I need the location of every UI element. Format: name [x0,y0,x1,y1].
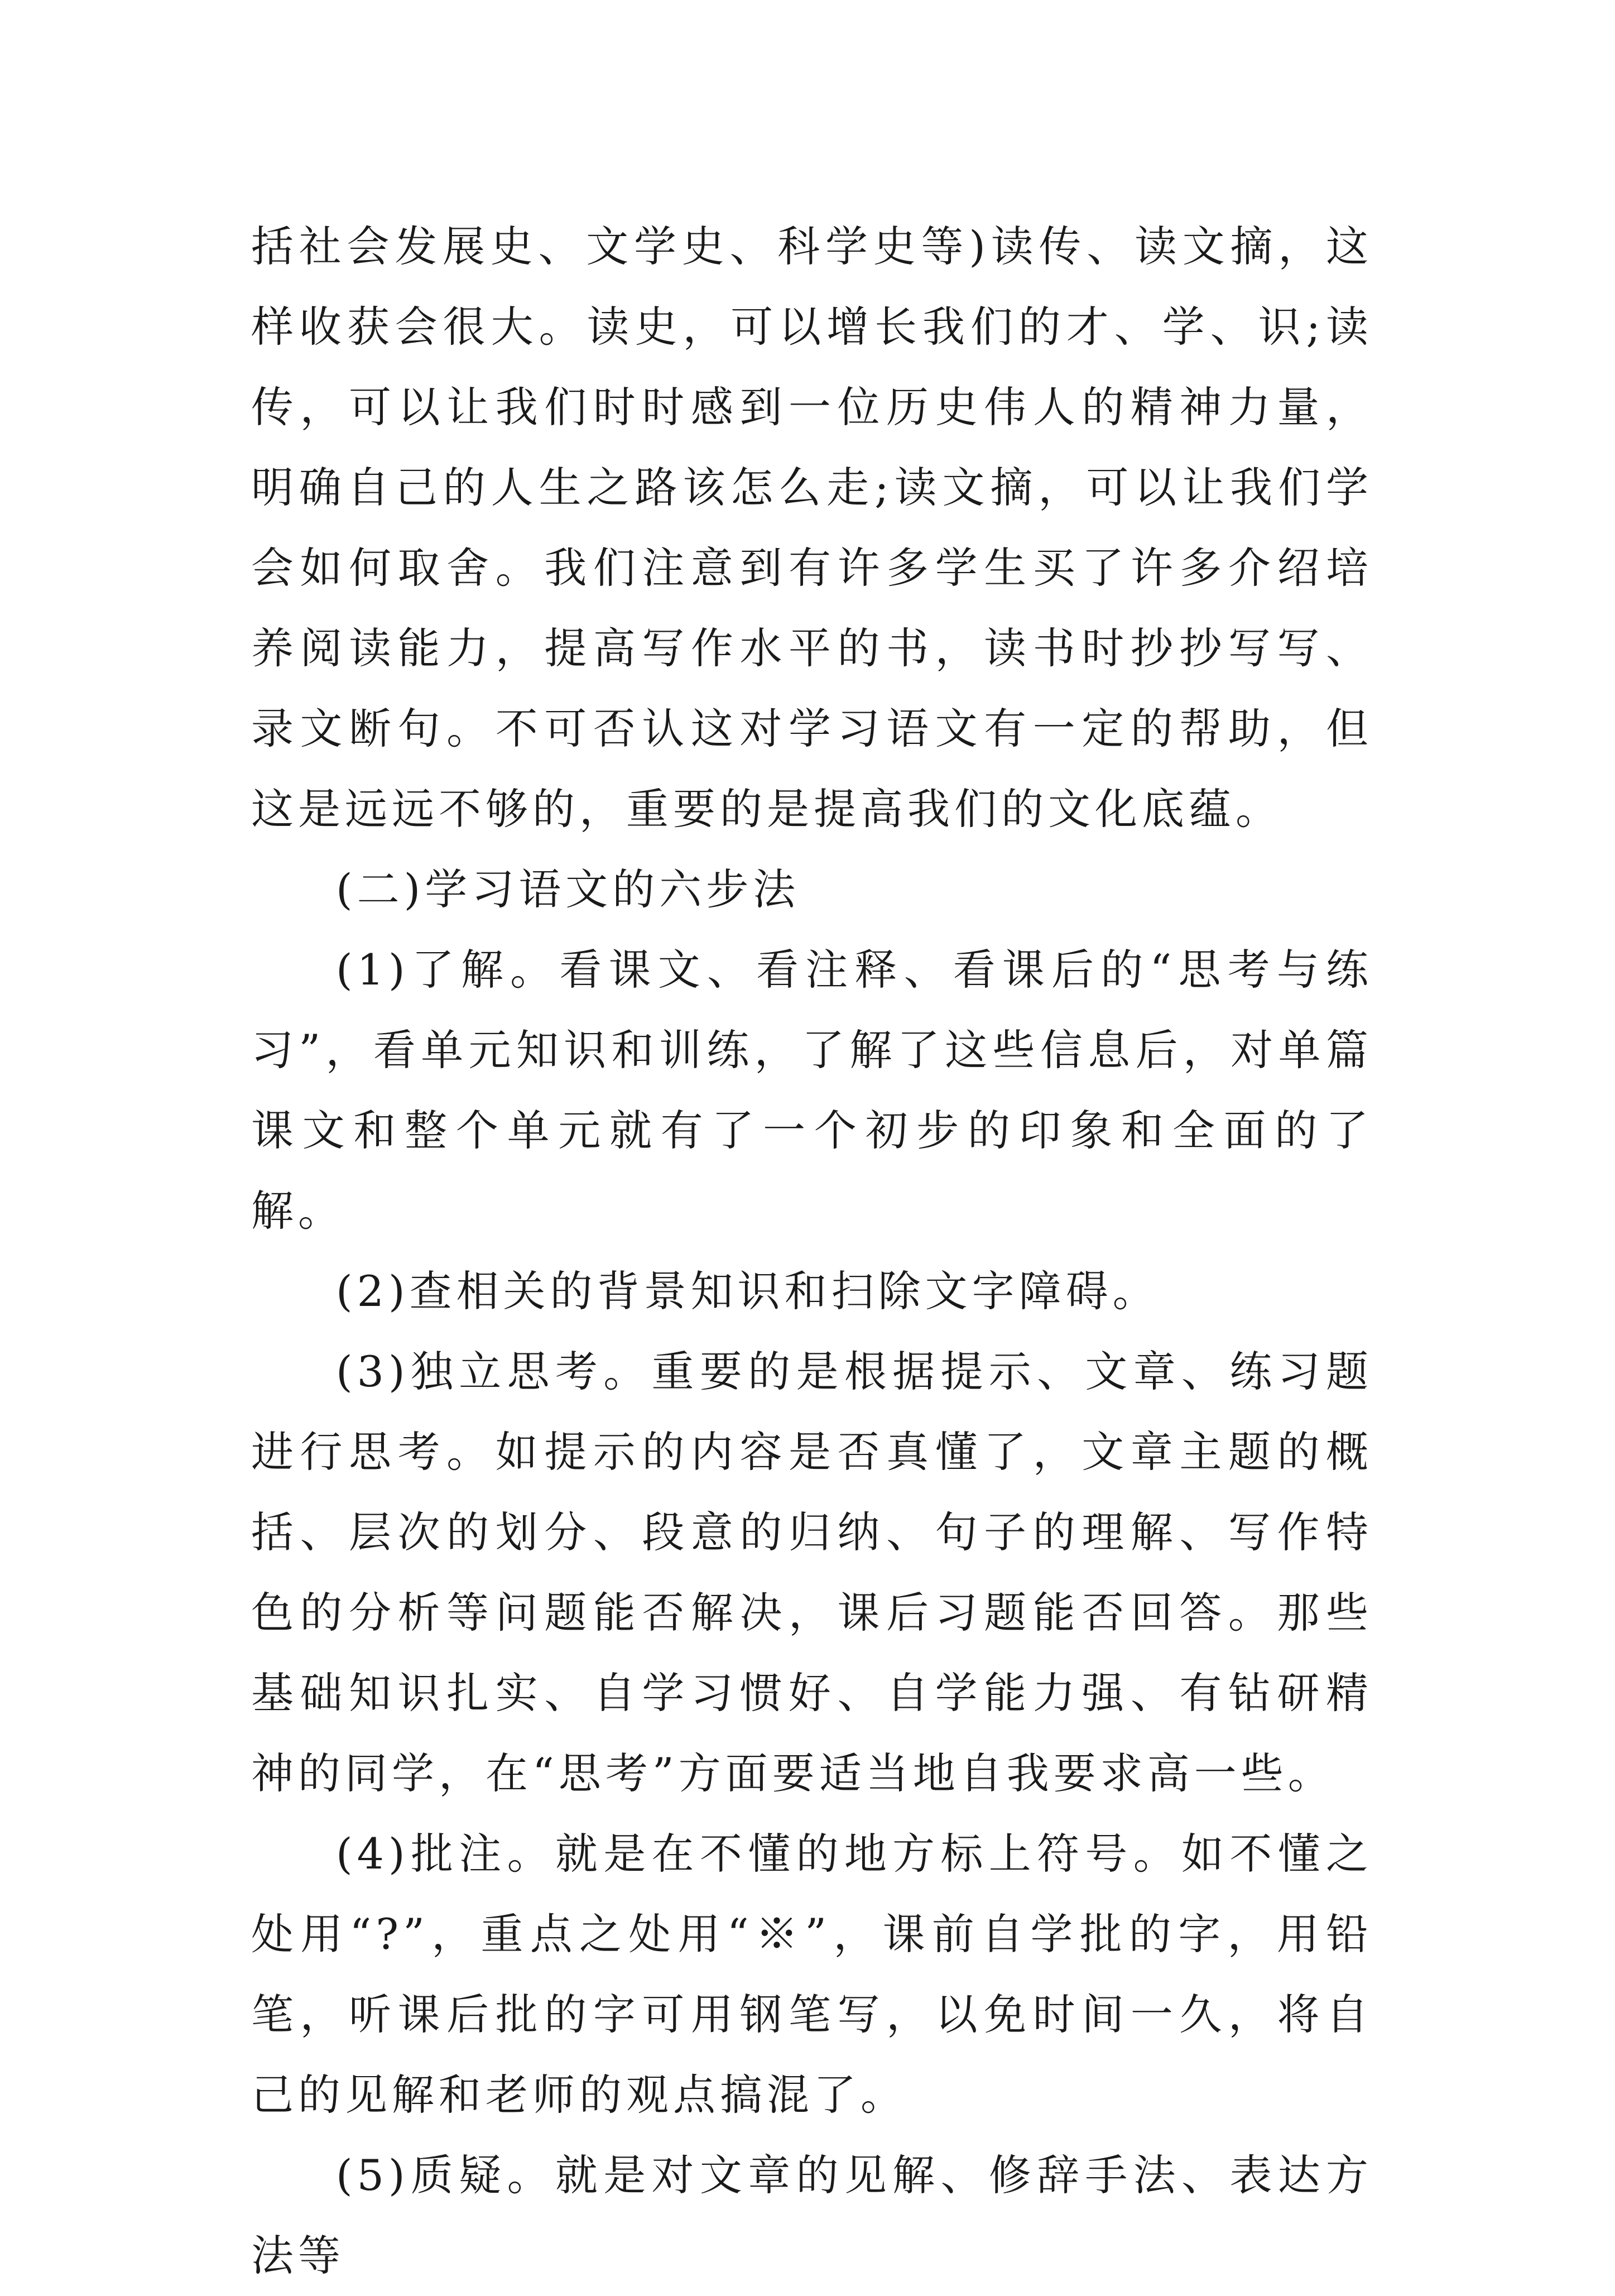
paragraph-continuation: 括社会发展史、文学史、科学史等)读传、读文摘，这样收获会很大。读史，可以增长我们的才、学、识;读传，可以让我们时时感到一位历史伟人的精神力量，明确自己的人生之路该怎么走;读文摘，可以让我们学会如何取舍。我们注意到有许多学生买了许多介绍培养阅读能力，提高写作水平的书，读书时抄抄写写、录文断句。不可否认这对学习语文有一定的帮助，但这是远远不够的，重要的是提高我们的文化底蕴。 [251,222,1373,834]
step-1-paragraph: (1)了解。看课文、看注释、看课后的“思考与练习”，看单元知识和训练，了解了这些信息后，对单篇课文和整个单元就有了一个初步的印象和全面的了解。 [251,945,1373,1236]
body-text [251,206,1373,2296]
step-2-paragraph: (2)查相关的背景知识和扫除文字障碍。 [336,1266,1160,1316]
section-heading: (二)学习语文的六步法 [336,864,800,914]
step-4-paragraph: (4)批注。就是在不懂的地方标上符号。如不懂之处用“?”，重点之处用“※”，课前自学批的字，用铅笔，听课后批的字可用钢笔写，以免时间一久，将自己的见解和老师的观点搞混了。 [251,1829,1373,2120]
step-3-paragraph: (3)独立思考。重要的是根据提示、文章、练习题进行思考。如提示的内容是否真懂了，文章主题的概括、层次的划分、段意的归纳、句子的理解、写作特色的分析等问题能否解决，课后习题能否回答。那些基础知识扎实、自学习惯好、自学能力强、有钻研精神的同学，在“思考”方面要适当地自我要求高一些。 [251,1347,1373,1798]
step-5-paragraph: (5)质疑。就是对文章的见解、修辞手法、表达方法等 [251,2150,1373,2280]
